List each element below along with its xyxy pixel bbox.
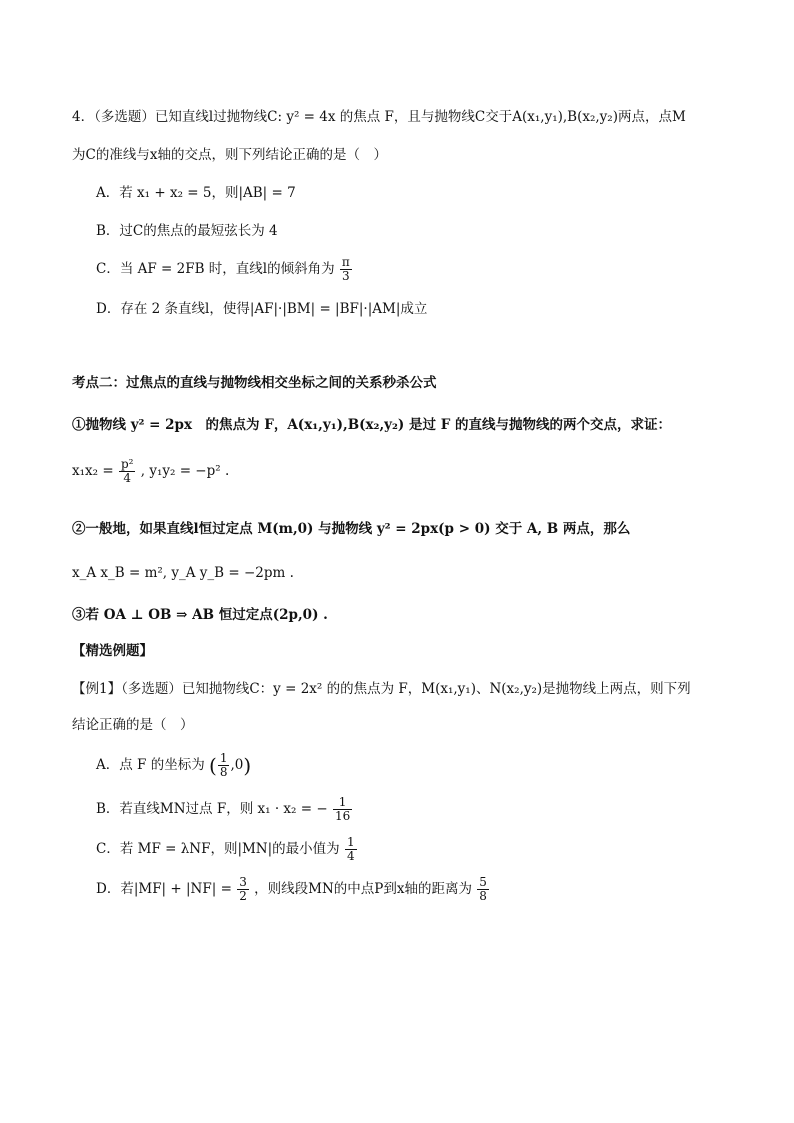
fraction-denominator: 4 [346, 849, 355, 863]
fraction-denominator: 16 [334, 809, 351, 823]
example1-option-a: A．点 F 的坐标为 ( $\frac{1}{8}$ ,0) [96, 751, 252, 779]
fraction-5-over-8 [477, 876, 489, 903]
problem4-option-b: B．过C的焦点的最短弦长为 4 [96, 223, 278, 239]
fraction-denominator: 2 [239, 889, 247, 903]
option-b-text: B．若直线MN过点 F，则 x₁ · x₂ = − [96, 801, 328, 817]
fraction-numerator: 1 [346, 835, 355, 849]
fraction-numerator: p² [120, 457, 134, 471]
formula-suffix: , y₁y₂ = −p² . [140, 463, 230, 479]
section2-item1: ①抛物线 y² = 2px 的焦点为 F，A(x₁,y₁),B(x₂,y₂) 是过 F 的直线与抛物线的两个交点，求证： [72, 417, 671, 433]
problem4-line2: 为C的准线与x轴的交点，则下列结论正确的是（ ） [72, 147, 387, 163]
section2-item3: ③若 OA ⊥ OB ⇒ AB 恒过定点(2p,0) . [72, 607, 328, 623]
option-a-suffix: ,0 [230, 757, 244, 773]
examples-heading: 【精选例题】 [72, 643, 153, 659]
fraction-3-over-2 [237, 876, 249, 903]
example1-line2: 结论正确的是（ ） [72, 717, 194, 733]
fraction-denominator: 4 [123, 471, 132, 485]
problem4-option-d: D．存在 2 条直线l，使得|AF|·|BM| = |BF|·|AM|成立 [96, 301, 428, 317]
fraction-1-over-8 [218, 752, 230, 779]
fraction-1-over-16 [333, 796, 352, 823]
fraction-denominator: 8 [219, 765, 228, 779]
fraction-1-over-4 [345, 836, 357, 863]
section2-title: 考点二：过焦点的直线与抛物线相交坐标之间的关系秒杀公式 [72, 375, 437, 391]
example1-option-b [96, 796, 734, 823]
option-d-middle: ，则线段MN的中点P到x轴的距离为 [254, 881, 472, 897]
option-d-text: D．若|MF| + |NF| = [96, 881, 232, 897]
example1-option-c [96, 836, 734, 863]
fraction-denominator: 3 [342, 269, 350, 283]
section2-item2-formula: x_A x_B = m², y_A y_B = −2pm . [72, 565, 294, 581]
formula-prefix: x₁x₂ = [72, 463, 114, 479]
problem4-option-a: A．若 x₁ + x₂ = 5，则|AB| = 7 [96, 185, 296, 201]
fraction-numerator: 3 [239, 875, 247, 889]
fraction-pi-over-3 [340, 256, 352, 283]
problem4-line1: 4．（多选题）已知直线l过抛物线C: y² = 4x 的焦点 F，且与抛物线C交于A(x₁,y₁),B(x₂,y₂)两点，点M [72, 109, 686, 125]
option-c-text: C．当 AF = 2FB 时，直线l的倾斜角为 [96, 261, 335, 277]
section2-item2: ②一般地，如果直线l恒过定点 M(m,0) 与抛物线 y² = 2px(p > 0) 交于 A, B 两点，那么 [72, 521, 631, 537]
problem4-option-c [96, 256, 734, 283]
fraction-numerator: 1 [333, 796, 352, 810]
example1-option-d [96, 876, 734, 903]
section2-item1-formula [72, 458, 734, 485]
fraction-p2-over-4 [119, 458, 136, 485]
fraction-denominator: 8 [479, 889, 487, 903]
fraction-numerator: 1 [219, 751, 228, 765]
fraction-numerator: 5 [479, 875, 487, 889]
option-a-text: A．点 F 的坐标为 [96, 757, 205, 773]
option-c-text: C．若 MF = λNF，则|MN|的最小值为 [96, 841, 340, 857]
example1-line1: 【例1】（多选题）已知抛物线C：y = 2x² 的的焦点为 F，M(x₁,y₁)、N(x₂,y₂)是抛物线上两点，则下列 [72, 681, 691, 697]
fraction-numerator: π [341, 255, 350, 269]
